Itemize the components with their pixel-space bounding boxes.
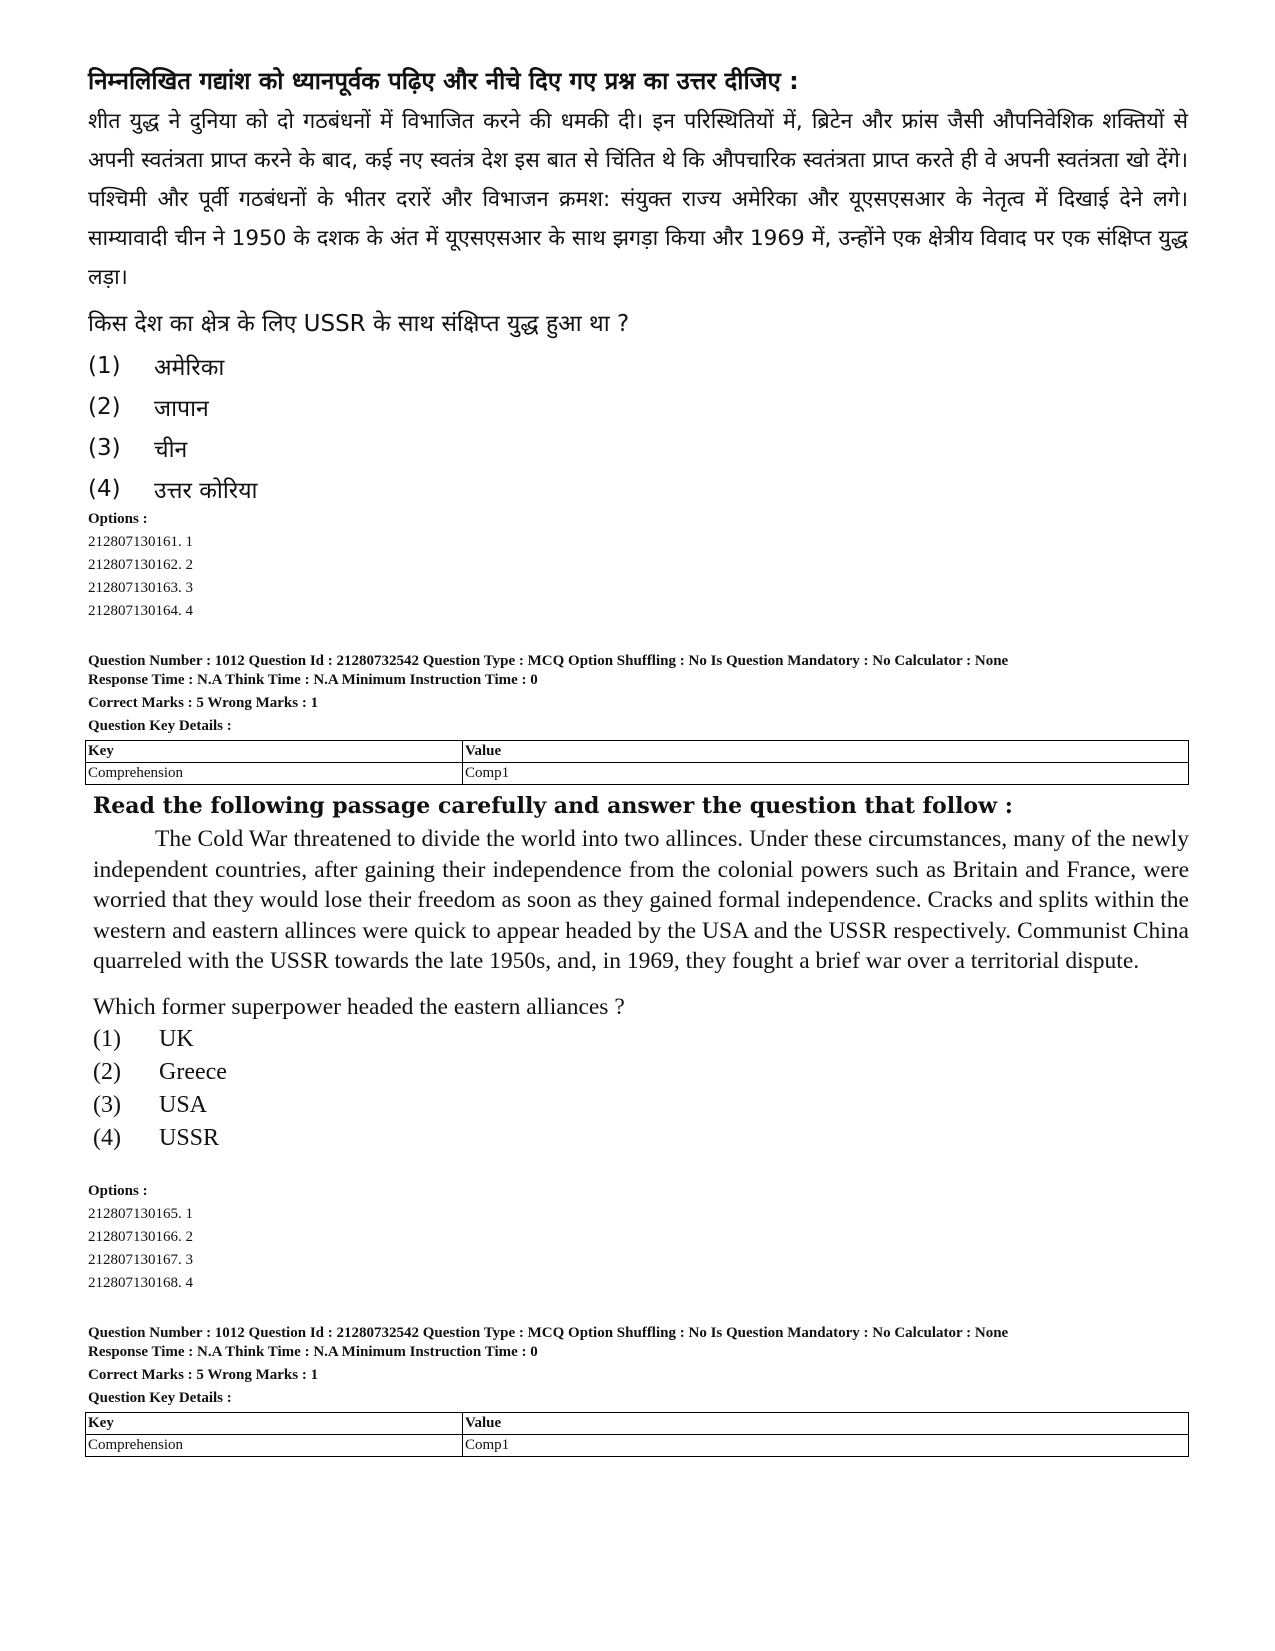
question-meta-2 xyxy=(88,1324,1198,1408)
choice: (4) USSR xyxy=(93,1124,220,1151)
options-list-2 xyxy=(88,1180,1188,1295)
choice: (3) चीन xyxy=(88,434,188,463)
question-meta-1 xyxy=(88,652,1198,736)
hindi-question-text: किस देश का क्षेत्र के लिए USSR के साथ संक्षिप्त युद्ध हुआ था ? xyxy=(88,311,630,337)
options-label: Options : xyxy=(88,1183,148,1199)
option-id: 212807130163. 3 xyxy=(88,580,193,596)
marks-line: Correct Marks : 5 Wrong Marks : 1 xyxy=(88,1367,319,1383)
key-header: Key xyxy=(86,1413,463,1435)
english-heading: Read the following passage carefully and answer the question that follow : xyxy=(93,793,1013,819)
english-choices xyxy=(93,1023,1189,1155)
hindi-choices xyxy=(88,345,1188,509)
choice: (1) UK xyxy=(93,1025,194,1052)
meta-line: Response Time : N.A Think Time : N.A Minimum Instruction Time : 0 xyxy=(88,1344,538,1360)
choice: (2) Greece xyxy=(93,1058,227,1085)
english-question xyxy=(93,790,1189,1155)
option-id: 212807130168. 4 xyxy=(88,1275,193,1291)
key-table-1 xyxy=(85,740,1189,785)
hindi-question xyxy=(88,64,1188,509)
choice: (4) उत्तर कोरिया xyxy=(88,475,258,504)
value-cell: Comp1 xyxy=(463,1435,1189,1457)
key-details-label: Question Key Details : xyxy=(88,1390,232,1406)
english-passage: The Cold War threatened to divide the world into two allinces. Under these circumstances, many of the newly independent countries, after gaining their independence from the colonial powers such as Britain and France, were worried that they would lose their freedom as soon as they gained formal independence. Cracks and splits within the western and eastern allinces were quick to appear headed by the USA and the USSR respectively. Communist China quarreled with the USSR towards the late 1950s, and, in 1969, they fought a brief war over a territorial dispute. xyxy=(93,826,1189,974)
option-id: 212807130161. 1 xyxy=(88,534,193,550)
meta-line: Question Number : 1012 Question Id : 21280732542 Question Type : MCQ Option Shuffling : No Is Question Mandatory : No Calculator : None xyxy=(88,1325,1009,1341)
options-list-1 xyxy=(88,508,1188,623)
option-id: 212807130162. 2 xyxy=(88,557,193,573)
option-id: 212807130164. 4 xyxy=(88,603,193,619)
value-header: Value xyxy=(463,741,1189,763)
english-question-text: Which former superpower headed the eastern alliances ? xyxy=(93,993,625,1020)
option-id: 212807130166. 2 xyxy=(88,1229,193,1245)
hindi-heading: निम्नलिखित गद्यांश को ध्यानपूर्वक पढ़िए और नीचे दिए गए प्रश्न का उत्तर दीजिए : xyxy=(88,67,799,95)
key-header: Key xyxy=(86,741,463,763)
options-label: Options : xyxy=(88,511,148,527)
key-details-label: Question Key Details : xyxy=(88,718,232,734)
value-header: Value xyxy=(463,1413,1189,1435)
marks-line: Correct Marks : 5 Wrong Marks : 1 xyxy=(88,695,319,711)
value-cell: Comp1 xyxy=(463,763,1189,785)
option-id: 212807130165. 1 xyxy=(88,1206,193,1222)
choice: (1) अमेरिका xyxy=(88,352,225,381)
hindi-passage: शीत युद्ध ने दुनिया को दो गठबंधनों में विभाजित करने की धमकी दी। इन परिस्थितियों में, ब्रिटेन और फ्रांस जैसी औपनिवेशिक शक्तियों से अपनी स्वतंत्रता प्राप्त करने के बाद, कई नए स्वतंत्र देश इस बात से चिंतित थे कि औपचारिक स्वतंत्रता प्राप्त करते ही वे अपनी स्वतंत्रता खो देंगे। पश्चिमी और पूर्वी गठबंधनों के भीतर दरारें और विभाजन क्रमश: संयुक्त राज्य अमेरिका और यूएसएसआर के नेतृत्व में दिखाई देने लगे। साम्यावादी चीन ने 1950 के दशक के अंत में यूएसएसआर के साथ झगड़ा किया और 1969 में, उन्होंने एक क्षेत्रीय विवाद पर एक संक्षिप्त युद्ध लड़ा। xyxy=(88,109,1188,290)
option-id: 212807130167. 3 xyxy=(88,1252,193,1268)
meta-line: Response Time : N.A Think Time : N.A Minimum Instruction Time : 0 xyxy=(88,672,538,688)
key-cell: Comprehension xyxy=(86,1435,463,1457)
meta-line: Question Number : 1012 Question Id : 21280732542 Question Type : MCQ Option Shuffling : No Is Question Mandatory : No Calculator : None xyxy=(88,653,1009,669)
choice: (3) USA xyxy=(93,1091,208,1118)
key-table-2 xyxy=(85,1412,1189,1457)
key-cell: Comprehension xyxy=(86,763,463,785)
choice: (2) जापान xyxy=(88,393,209,422)
